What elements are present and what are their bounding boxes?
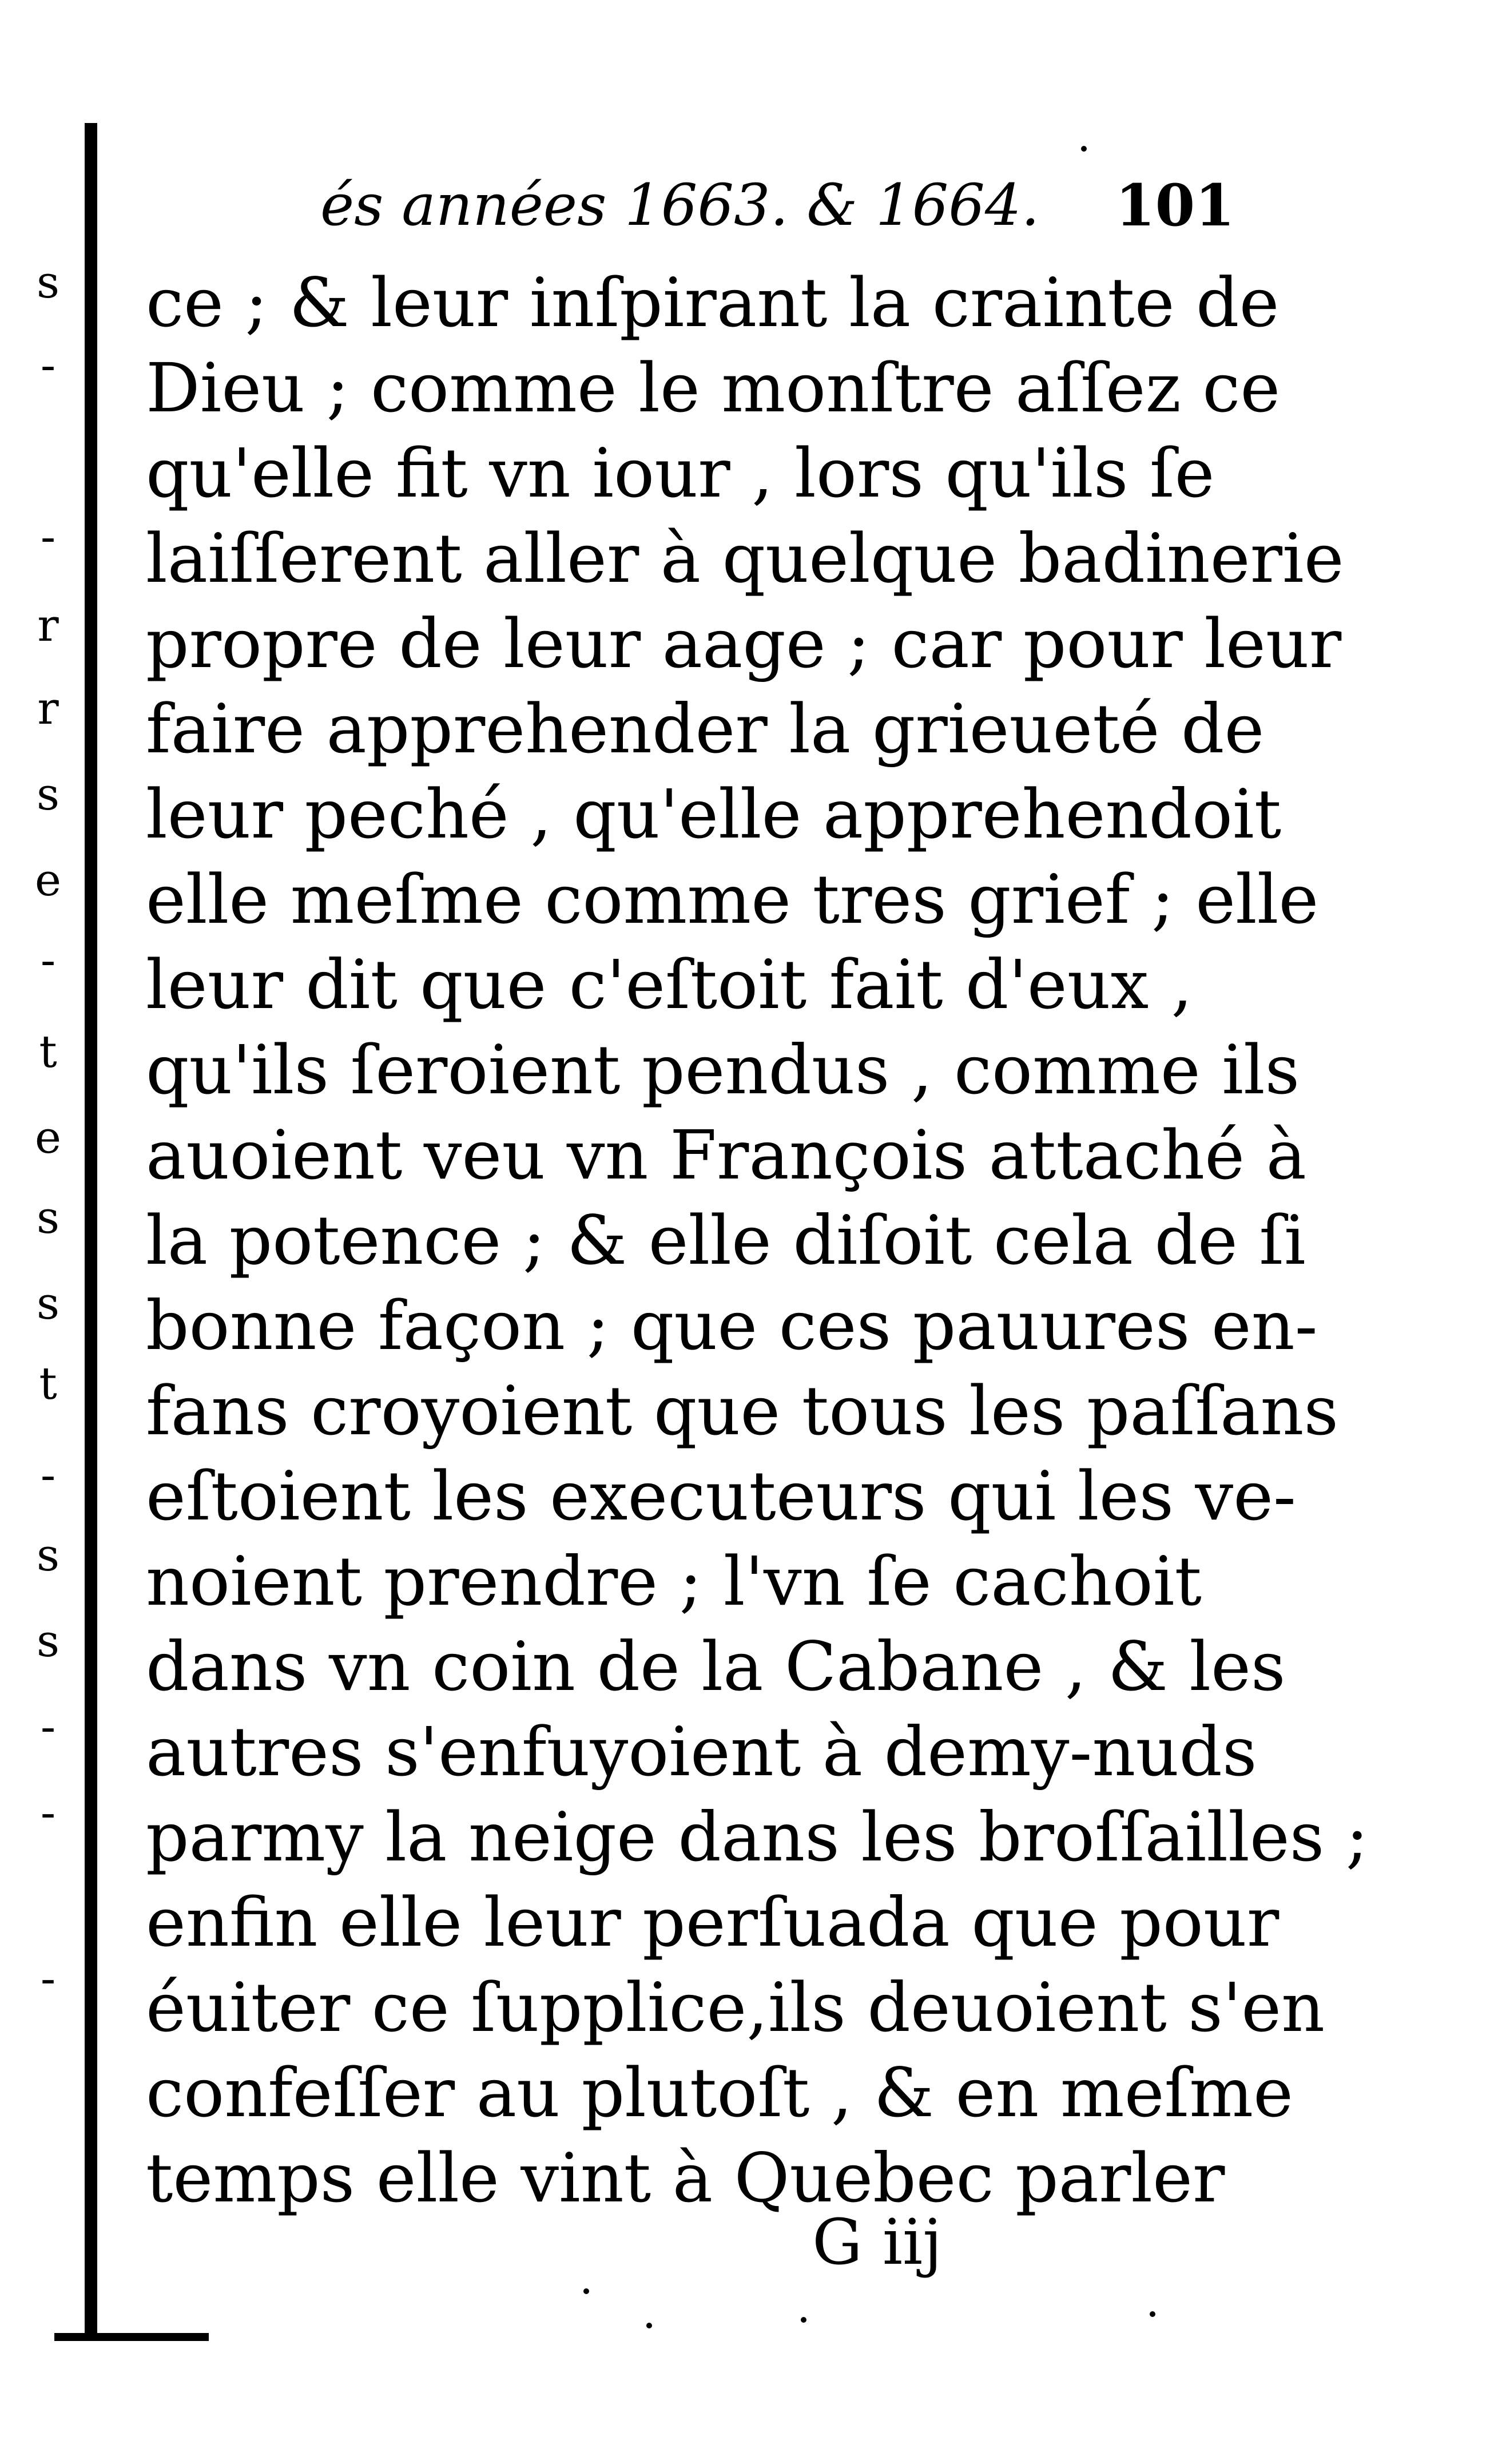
- body-text: [146, 260, 1369, 2221]
- margin-fragment: s: [36, 1616, 60, 1667]
- margin-fragment: -: [40, 340, 56, 391]
- ink-speck: [583, 2288, 589, 2294]
- margin-fragment: e: [34, 1112, 62, 1164]
- margin-fragment: e: [34, 855, 62, 906]
- margin-fragment: -: [40, 1787, 56, 1839]
- gutter-rule-foot: [54, 2333, 209, 2341]
- margin-fragment: -: [40, 1701, 56, 1753]
- text-line: eſtoient les executeurs qui les ve-: [146, 1457, 1296, 1535]
- margin-fragment: s: [36, 1278, 60, 1330]
- margin-fragment: s: [36, 257, 60, 308]
- text-line: la potence ; & elle diſoit cela de ſi: [146, 1201, 1306, 1280]
- margin-fragment: -: [40, 511, 56, 563]
- running-head: és années 1663. & 1664.: [320, 172, 1040, 239]
- text-line: propre de leur aage ; car pour leur: [146, 604, 1342, 683]
- margin-fragment: -: [40, 935, 56, 986]
- text-line: qu'ils ſeroient pendus , comme ils: [146, 1030, 1300, 1109]
- text-line: parmy la neige dans les broſſailles ;: [146, 1798, 1369, 1876]
- text-line: confeſſer au plutoſt , & en meſme: [146, 2053, 1293, 2132]
- page-number: 101: [1115, 172, 1235, 239]
- margin-fragment: s: [36, 1530, 60, 1581]
- text-line: Dieu ; comme le monſtre aſſez ce: [146, 348, 1281, 427]
- text-line: autres s'enfuyoient à demy-nuds: [146, 1712, 1257, 1791]
- ink-speck: [646, 2323, 652, 2328]
- text-line: elle meſme comme tres grief ; elle: [146, 860, 1319, 939]
- signature-mark: G iij: [812, 2205, 943, 2279]
- text-line: auoient veu vn François attaché à: [146, 1116, 1306, 1195]
- gutter-rule: [85, 123, 97, 2337]
- text-line: éuiter ce ſupplice,ils deuoient s'en: [146, 1968, 1325, 2047]
- margin-fragment: r: [37, 600, 59, 652]
- text-line: temps elle vint à Quebec parler: [146, 2138, 1225, 2217]
- ink-speck: [1150, 2311, 1155, 2317]
- margin-fragment: r: [37, 683, 59, 735]
- margin-fragment: -: [40, 1953, 56, 2005]
- text-line: qu'elle fit vn iour , lors qu'ils ſe: [146, 434, 1215, 513]
- margin-fragment: t: [39, 1358, 57, 1410]
- text-line: laiſſerent aller à quelque badinerie: [146, 519, 1344, 598]
- text-line: bonne façon ; que ces pauures en-: [146, 1286, 1318, 1365]
- text-line: leur peché , qu'elle apprehendoit: [146, 775, 1282, 854]
- margin-fragment: s: [36, 769, 60, 820]
- ink-speck: [1081, 146, 1087, 152]
- text-line: faire apprehender la grieueté de: [146, 689, 1265, 768]
- facing-page-fragments: [0, 0, 80, 2464]
- margin-fragment: t: [39, 1026, 57, 1078]
- text-line: noient prendre ; l'vn ſe cachoit: [146, 1542, 1202, 1621]
- text-line: leur dit que c'eſtoit fait d'eux ,: [146, 945, 1193, 1024]
- text-line: enfin elle leur perſuada que pour: [146, 1883, 1279, 1962]
- margin-fragment: -: [40, 1450, 56, 1501]
- text-line: fans croyoient que tous les paſſans: [146, 1371, 1338, 1450]
- text-line: dans vn coin de la Cabane , & les: [146, 1627, 1286, 1706]
- ink-speck: [801, 2317, 806, 2323]
- margin-fragment: s: [36, 1192, 60, 1244]
- text-line: ce ; & leur inſpirant la crainte de: [146, 263, 1279, 342]
